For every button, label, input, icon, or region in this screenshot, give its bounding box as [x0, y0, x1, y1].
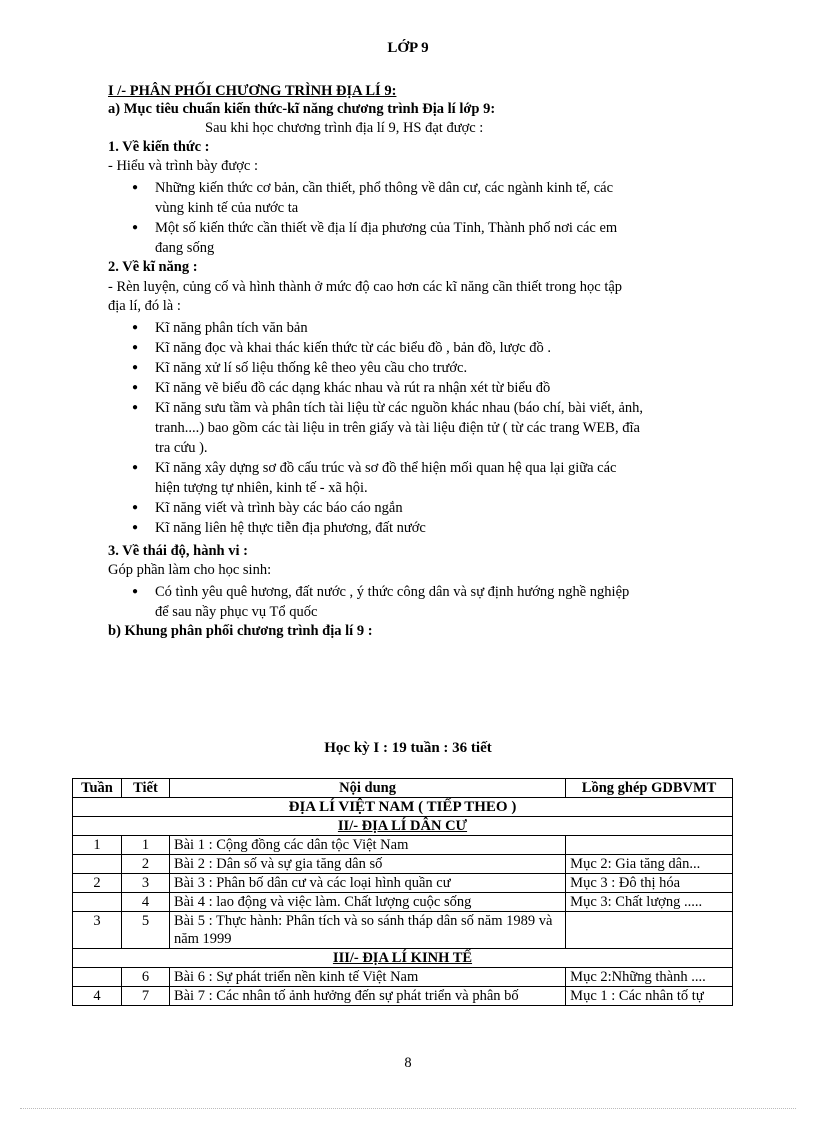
knowledge-lead: - Hiểu và trình bày được :: [108, 158, 259, 174]
list-item: [155, 218, 617, 258]
list-item-line: để sau nầy phục vụ Tổ quốc: [155, 604, 318, 620]
list-item-line: đang sống: [155, 240, 215, 256]
cell-period: 5: [121, 912, 169, 949]
list-item: [155, 398, 643, 458]
cell-content: Bài 6 : Sự phát triển nền kinh tế Việt Nam: [169, 968, 565, 987]
table-row: [73, 836, 733, 855]
cell-week: 4: [73, 987, 122, 1006]
heading-knowledge: 1. Về kiến thức :: [108, 139, 210, 155]
heading-skills: 2. Về kĩ năng :: [108, 259, 198, 275]
list-item-line: ● Kĩ năng vẽ biểu đồ các dạng khác nhau và rút ra nhận xét từ biểu đồ: [155, 380, 551, 396]
cell-period: 6: [121, 968, 169, 987]
cell-env-education: [566, 912, 733, 949]
table-row: [73, 893, 733, 912]
list-item: [155, 518, 643, 538]
list-item: [155, 498, 643, 518]
list-item-line: ● Kĩ năng sưu tầm và phân tích tài liệu từ các nguồn khác nhau (báo chí, bài viết, ảnh,: [155, 400, 644, 416]
page-bottom-divider: [20, 1108, 796, 1109]
section-label: II/- ĐỊA LÍ DÂN CƯ: [337, 818, 468, 834]
page-title: LỚP 9: [387, 40, 429, 56]
list-item-line: ● Một số kiến thức cần thiết về địa lí địa phương của Tỉnh, Thành phố nơi các em: [155, 220, 618, 236]
list-item-line: ● Kĩ năng xử lí số liệu thống kê theo yêu cầu cho trước.: [155, 360, 468, 376]
cell-period: 3: [121, 874, 169, 893]
list-item-line: ● Kĩ năng xây dựng sơ đồ cấu trúc và sơ đồ thể hiện mối quan hệ qua lại giữa các: [155, 460, 617, 476]
header-env-education: Lồng ghép GDBVMT: [566, 779, 733, 798]
cell-week: 1: [73, 836, 122, 855]
table-row: [73, 874, 733, 893]
section-heading-1: I /- PHÂN PHỐI CHƯƠNG TRÌNH ĐỊA LÍ 9:: [108, 83, 397, 99]
skills-lead-2: địa lí, đó là :: [108, 298, 181, 314]
cell-env-education: Mục 2:Những thành ....: [566, 968, 733, 987]
cell-content: Bài 5 : Thực hành: Phân tích và so sánh tháp dân số năm 1989 và năm 1999: [169, 912, 565, 949]
list-item-line: ● Kĩ năng liên hệ thực tiễn địa phương, đất nước: [155, 520, 426, 536]
cell-content: Bài 4 : lao động và việc làm. Chất lượng cuộc sống: [169, 893, 565, 912]
program-table: [72, 778, 733, 1006]
cell-env-education: [566, 836, 733, 855]
table-header-row: [73, 779, 733, 798]
attitude-list: [155, 582, 629, 622]
attitude-lead: Góp phần làm cho học sinh:: [108, 562, 272, 578]
cell-content: Bài 7 : Các nhân tố ảnh hưởng đến sự phát triển và phân bố: [169, 987, 565, 1006]
list-item: [155, 458, 643, 498]
cell-week: 2: [73, 874, 122, 893]
cell-period: 4: [121, 893, 169, 912]
list-item-line: hiện tượng tự nhiên, kinh tế - xã hội.: [155, 480, 368, 496]
list-item-line: ● Kĩ năng viết và trình bày các báo cáo ngắn: [155, 500, 403, 516]
cell-week: 3: [73, 912, 122, 949]
section-row-population: [73, 817, 733, 836]
table-row: [73, 968, 733, 987]
list-item-line: ● Những kiến thức cơ bản, cần thiết, phổ thông về dân cư, các ngành kinh tế, các: [155, 180, 614, 196]
list-item-line: ● Kĩ năng phân tích văn bản: [155, 320, 308, 336]
cell-period: 2: [121, 855, 169, 874]
list-item-line: tranh....) bao gồm các tài liệu in trên giấy và tài liệu điện tử ( từ các trang WEB, đĩa: [155, 420, 640, 436]
list-item: [155, 358, 643, 378]
list-item: [155, 178, 617, 218]
skills-list: [155, 318, 643, 538]
list-item-line: ● Kĩ năng đọc và khai thác kiến thức từ các biểu đồ , bản đồ, lược đồ .: [155, 340, 552, 356]
knowledge-list: [155, 178, 617, 258]
cell-week: [73, 855, 122, 874]
cell-period: 1: [121, 836, 169, 855]
section-row-main: [73, 798, 733, 817]
header-week: Tuần: [73, 779, 122, 798]
subheading-b: b) Khung phân phối chương trình địa lí 9 :: [108, 623, 373, 639]
cell-env-education: Mục 2: Gia tăng dân...: [566, 855, 733, 874]
cell-env-education: Mục 1 : Các nhân tố tự: [566, 987, 733, 1006]
skills-lead-1: - Rèn luyện, củng cố và hình thành ở mức độ cao hơn các kĩ năng cần thiết trong học tập: [108, 279, 623, 295]
list-item: [155, 338, 643, 358]
intro-text: Sau khi học chương trình địa lí 9, HS đạt được :: [205, 120, 484, 136]
page-number: 8: [404, 1055, 412, 1071]
table-row: [73, 912, 733, 949]
list-item-line: ● Có tình yêu quê hương, đất nước , ý thức công dân và sự định hướng nghề nghiệp: [155, 584, 630, 600]
cell-content: Bài 1 : Cộng đồng các dân tộc Việt Nam: [169, 836, 565, 855]
cell-content: Bài 2 : Dân số và sự gia tăng dân số: [169, 855, 565, 874]
header-period: Tiết: [121, 779, 169, 798]
header-content: Nội dung: [169, 779, 565, 798]
cell-period: 7: [121, 987, 169, 1006]
subheading-a: a) Mục tiêu chuẩn kiến thức-kĩ năng chương trình Địa lí lớp 9:: [108, 101, 496, 117]
table-row: [73, 855, 733, 874]
cell-content: Bài 3 : Phân bố dân cư và các loại hình quần cư: [169, 874, 565, 893]
cell-week: [73, 893, 122, 912]
cell-env-education: Mục 3: Chất lượng .....: [566, 893, 733, 912]
semester-heading: Học kỳ I : 19 tuần : 36 tiết: [324, 740, 492, 756]
section-row-economy: [73, 949, 733, 968]
list-item: [155, 378, 643, 398]
cell-week: [73, 968, 122, 987]
heading-attitude: 3. Về thái độ, hành vi :: [108, 543, 248, 559]
section-label: III/- ĐỊA LÍ KINH TẾ: [332, 950, 473, 966]
section-label: ĐỊA LÍ VIỆT NAM ( TIẾP THEO ): [288, 799, 517, 815]
list-item: [155, 318, 643, 338]
list-item-line: tra cứu ).: [155, 440, 208, 456]
table-row: [73, 987, 733, 1006]
list-item-line: vùng kinh tế của nước ta: [155, 200, 299, 216]
cell-env-education: Mục 3 : Đô thị hóa: [566, 874, 733, 893]
list-item: [155, 582, 629, 622]
